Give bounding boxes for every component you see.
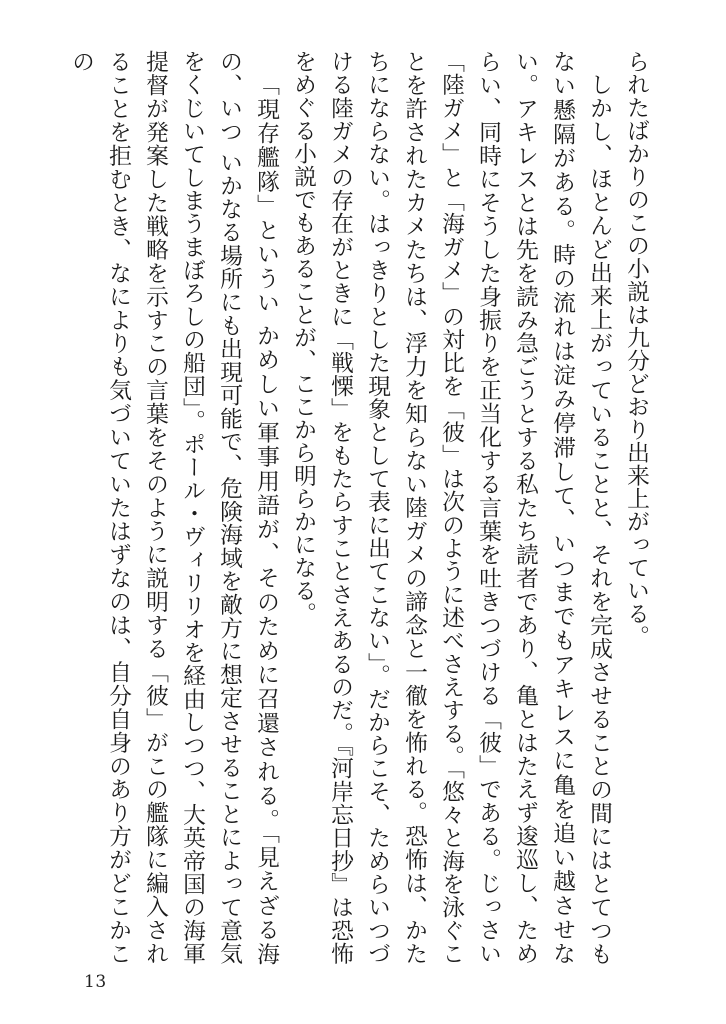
vertical-body-text xyxy=(64,50,654,965)
page-number: 13 xyxy=(84,972,107,992)
paragraph: しかし、ほとんど出来上がっていることと、それを完成させることの間にはとてつもない懸隔がある。時の流れは淀み停滞して、いつまでもアキレスに亀を追い越させない。アキレスとは先を読み急ごうとする私たち読者であり、亀とはたえず逡巡し、ためらい、同時にそうした身振りを正当化する言葉を吐きつづける「彼」である。じっさい「陸ガメ」と「海ガメ」の対比を「彼」は次のように述べさえする。「悠々と海を泳ぐことを許されたカメたちは、浮力を知らない陸ガメの諦念と一徹を怖れる。恐怖は、かたちにならない。はっきりとした現象として表に出てこない」。だからこそ、ためらいつづける陸ガメの存在がときに「戦慄」をもたらすことさえあるのだ。『河岸忘日抄』は恐怖をめぐる小説でもあることが、ここから明らかになる。 xyxy=(290,50,612,965)
paragraph: 「現存艦隊」というい かめしい軍事用語が、そのために召還される。「見えざる海の、いつ いかなる場所にも出現可能で、危険海域を敵方に想定させることによって意気をくじいてしまうまぼろしの船団」。ポール・ヴィリリオを経由しつつ、大英帝国の海軍提督が発案した戦略を示すこの言葉をそのように説明する「彼」がこの艦隊に編入されることを拒むとき、なによりも気づいていたはずなのは、自分自身のあり方がどこかこの xyxy=(68,50,279,965)
paragraph-continuation: られたばかりのこの小説は九分どおり出来上がっている。 xyxy=(623,50,649,648)
